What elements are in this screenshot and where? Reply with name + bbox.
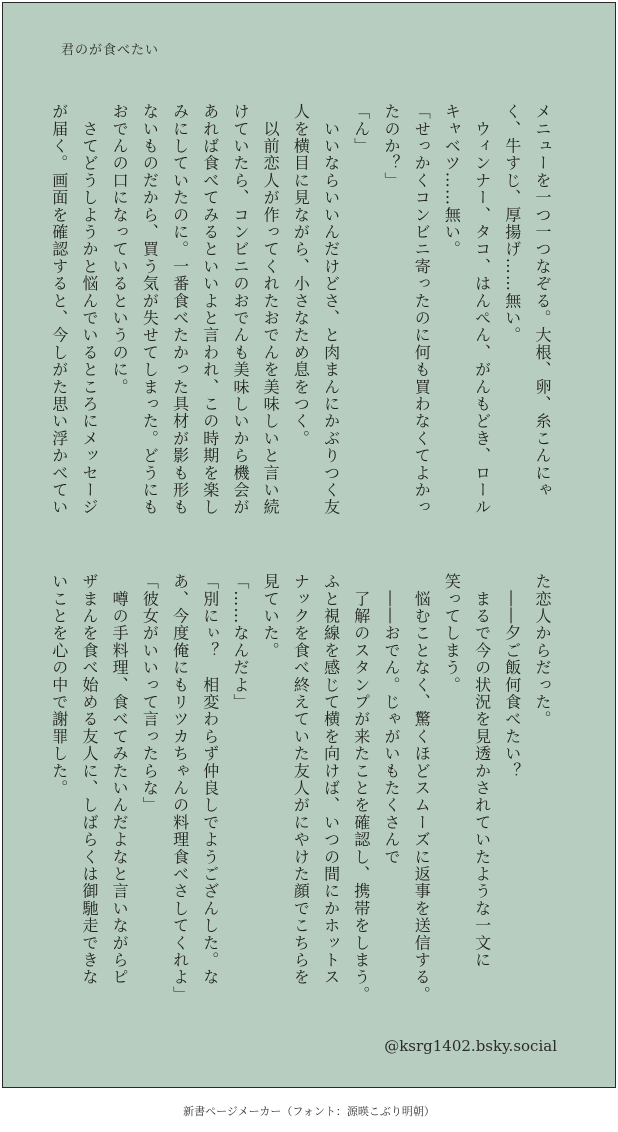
text-line: 噂の手料理、食べてみたいんだよなと言いながらピ	[110, 573, 130, 986]
text-block-upper	[44, 103, 557, 535]
text-line: ウィンナー、タコ、はんぺん、がんもどき、ロール	[472, 103, 492, 516]
text-line: た恋人からだった。	[533, 573, 552, 728]
author-handle: @ksrg1402.bsky.social	[384, 1037, 557, 1055]
text-line: あれば食べてみるといいよと言われ、この時期を楽し	[200, 103, 220, 516]
text-line: 「別にぃ？ 相変わらず仲良しでようござんした。な	[200, 573, 220, 986]
text-line: まるで今の状況を見透かされていたような一文に	[472, 573, 492, 969]
text-line: けていたら、コンビニのおでんも美味しいから機会が	[230, 103, 250, 516]
text-line: ザまんを食べ始める友人に、しばらくは御馳走できな	[79, 573, 99, 986]
text-line: 笑ってしまう。	[442, 573, 462, 694]
text-line: ――おでん。じゃがいもたくさんで	[381, 573, 401, 866]
text-line: が届く。画面を確認すると、今しがた思い浮かべてい	[49, 103, 69, 516]
text-line: ふと視線を感じて横を向けば、いつの間にかホットス	[321, 573, 341, 986]
text-line: さてどうしようかと悩んでいるところにメッセージ	[79, 103, 99, 516]
text-line: いことを心の中で謝罪した。	[49, 573, 69, 797]
generator-caption: 新書ページメーカー（フォント：源暎こぶり明朝）	[183, 1105, 435, 1118]
text-line: 悩むことなく、驚くほどスムーズに返事を送信する。	[412, 573, 432, 1003]
text-line: ――夕ご飯何食べたい？	[502, 573, 522, 780]
text-line: ないものだから、買う気が失せてしまった。どうにも	[140, 103, 160, 516]
text-line: たのか？」	[381, 103, 401, 189]
text-line: 「ん」	[351, 103, 371, 155]
text-line: 「……なんだよ」	[230, 573, 250, 711]
text-line: 人を横目に見ながら、小さなため息をつく。	[291, 103, 311, 447]
text-line: 「彼女がいいって言ったらな」	[140, 573, 160, 814]
text-line: キャベツ……無い。	[442, 103, 462, 258]
text-line: 了解のスタンプが来たことを確認し、携帯をしまう。	[351, 573, 371, 1003]
text-line: メニューを一つ一つなぞる。大根、卵、糸こんにゃ	[533, 103, 552, 499]
text-block-lower	[44, 573, 557, 1005]
text-line: あ、今度俺にもリツカちゃんの料理食べさしてくれよ」	[170, 573, 190, 1003]
text-line: ナックを食べ終えていた友人がにやけた顔でこちらを	[291, 573, 311, 986]
text-line: く、牛すじ、厚揚げ……無い。	[502, 103, 522, 344]
page-title: 君のが食べたい	[61, 43, 160, 58]
text-line: 「せっかくコンビニ寄ったのに何も買わなくてよかっ	[412, 103, 432, 516]
text-line: 見ていた。	[261, 573, 281, 659]
text-line: いいならいいんだけどさ、と肉まんにかぶりつく友	[321, 103, 341, 516]
text-line: 以前恋人が作ってくれたおでんを美味しいと言い続	[261, 103, 281, 516]
text-line: おでんの口になっているというのに。	[110, 103, 130, 396]
text-line: みにしていたのに。一番食べたかった具材が影も形も	[170, 103, 190, 516]
page-panel	[2, 2, 616, 1088]
